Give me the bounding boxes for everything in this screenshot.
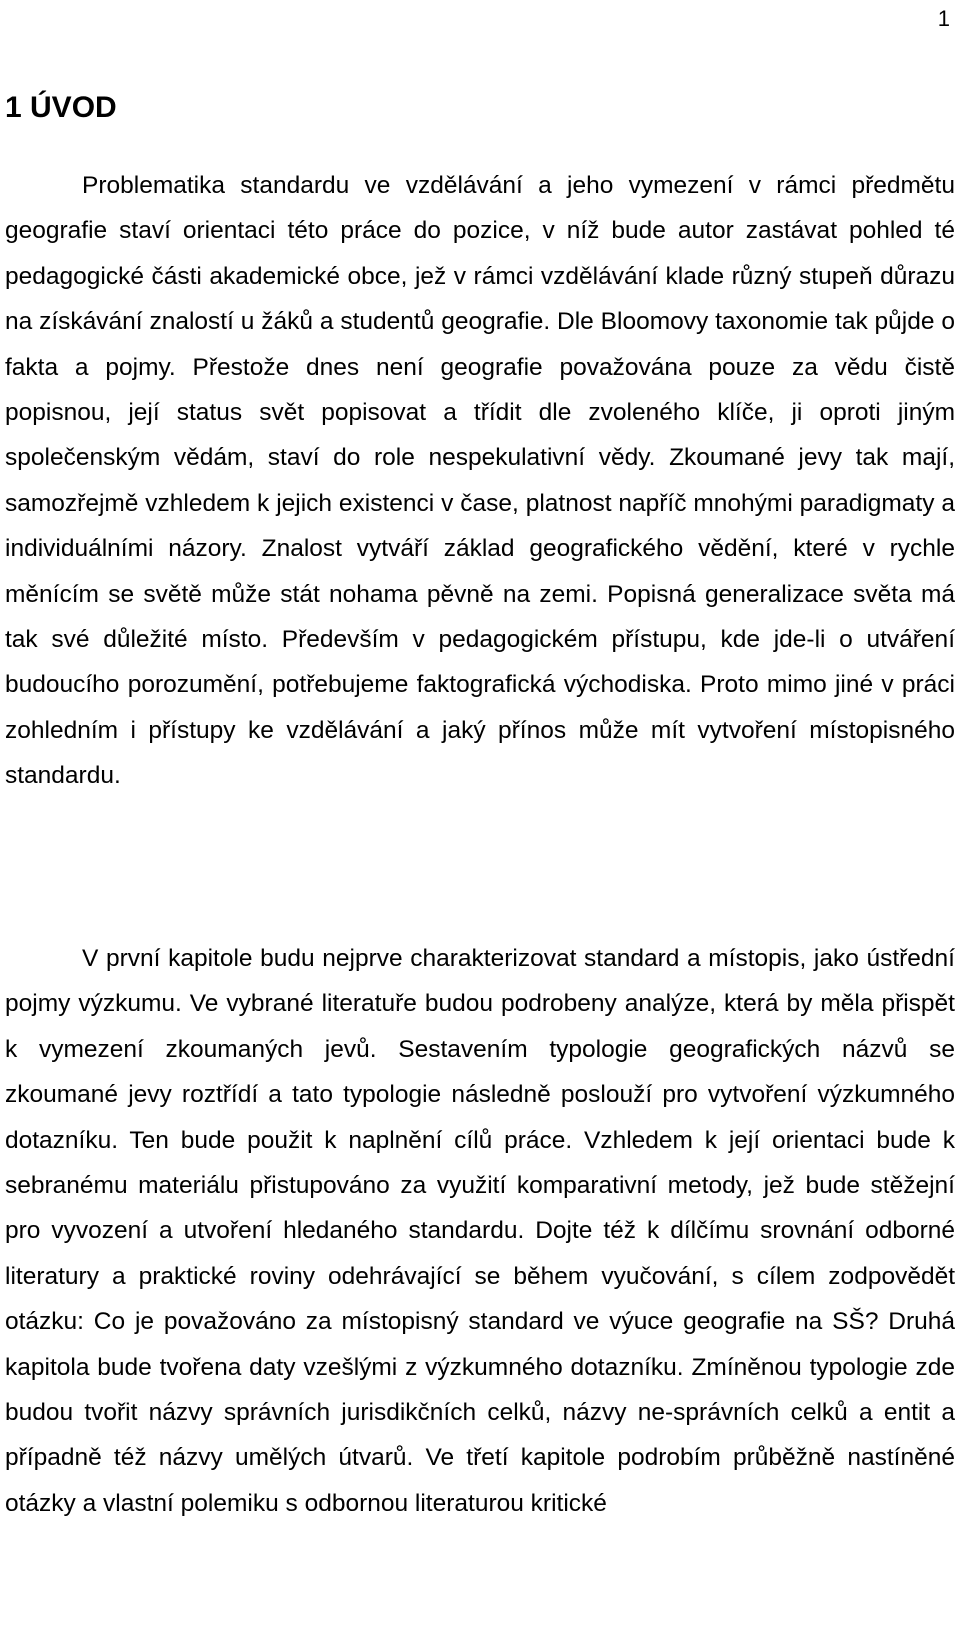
- paragraph-outline: V první kapitole budu nejprve charakterizovat standard a místopis, jako ústřední pojmy výzkumu. Ve vybrané literatuře budou podrobeny analýze, která by měla přispět k vymezení zkoumaných jevů. Sestavením typologie geografických názvů se zkoumané jevy roztřídí a tato typologie následně poslouží pro vytvoření výzkumného dotazníku. Ten bude použit k naplnění cílů práce. Vzhledem k její orientaci bude k sebranému materiálu přistupováno za využití komparativní metody, jež bude stěžejní pro vyvození a utvoření hledaného standardu. Dojte též k dílčímu srovnání odborné literatury a praktické roviny odehrávající se během vyučování, s cílem zodpovědět otázku: Co je považováno za místopisný standard ve výuce geografie na SŠ? Druhá kapitola bude tvořena daty vzešlými z výzkumného dotazníku. Zmíněnou typologie zde budou tvořit názvy správních jurisdikčních celků, názvy ne-správních celků a entit a případně též názvy umělých útvarů. Ve třetí kapitole podrobím průběžně nastíněné otázky a vlastní polemiku s odbornou literaturou kritické: [5, 945, 955, 1517]
- page-number: 1: [937, 6, 950, 31]
- chapter-heading: 1 ÚVOD: [5, 91, 117, 124]
- paragraph-intro: Problematika standardu ve vzdělávání a jeho vymezení v rámci předmětu geografie staví orientaci této práce do pozice, v níž bude autor zastávat pohled té pedagogické části akademické obce, jež v rámci vzdělávání klade různý stupeň důrazu na získávání znalostí u žáků a studentů geografie. Dle Bloomovy taxonomie tak půjde o fakta a pojmy. Přestože dnes není geografie považována pouze za vědu čistě popisnou, její status svět popisovat a třídit dle zvoleného klíče, ji oproti jiným společenským vědám, staví do role nespekulativní vědy. Zkoumané jevy tak mají, samozřejmě vzhledem k jejich existenci v čase, platnost napříč mnohými paradigmaty a individuálními názory. Znalost vytváří základ geografického vědění, které v rychle měnícím se světě může stát nohama pěvně na zemi. Popisná generalizace světa má tak své důležité místo. Především v pedagogickém přístupu, kde jde-li o utváření budoucího porozumění, potřebujeme faktografická východiska. Proto mimo jiné v práci zohledním i přístupy ke vzdělávání a jaký přínos může mít vytvoření místopisného standardu.: [5, 172, 955, 790]
